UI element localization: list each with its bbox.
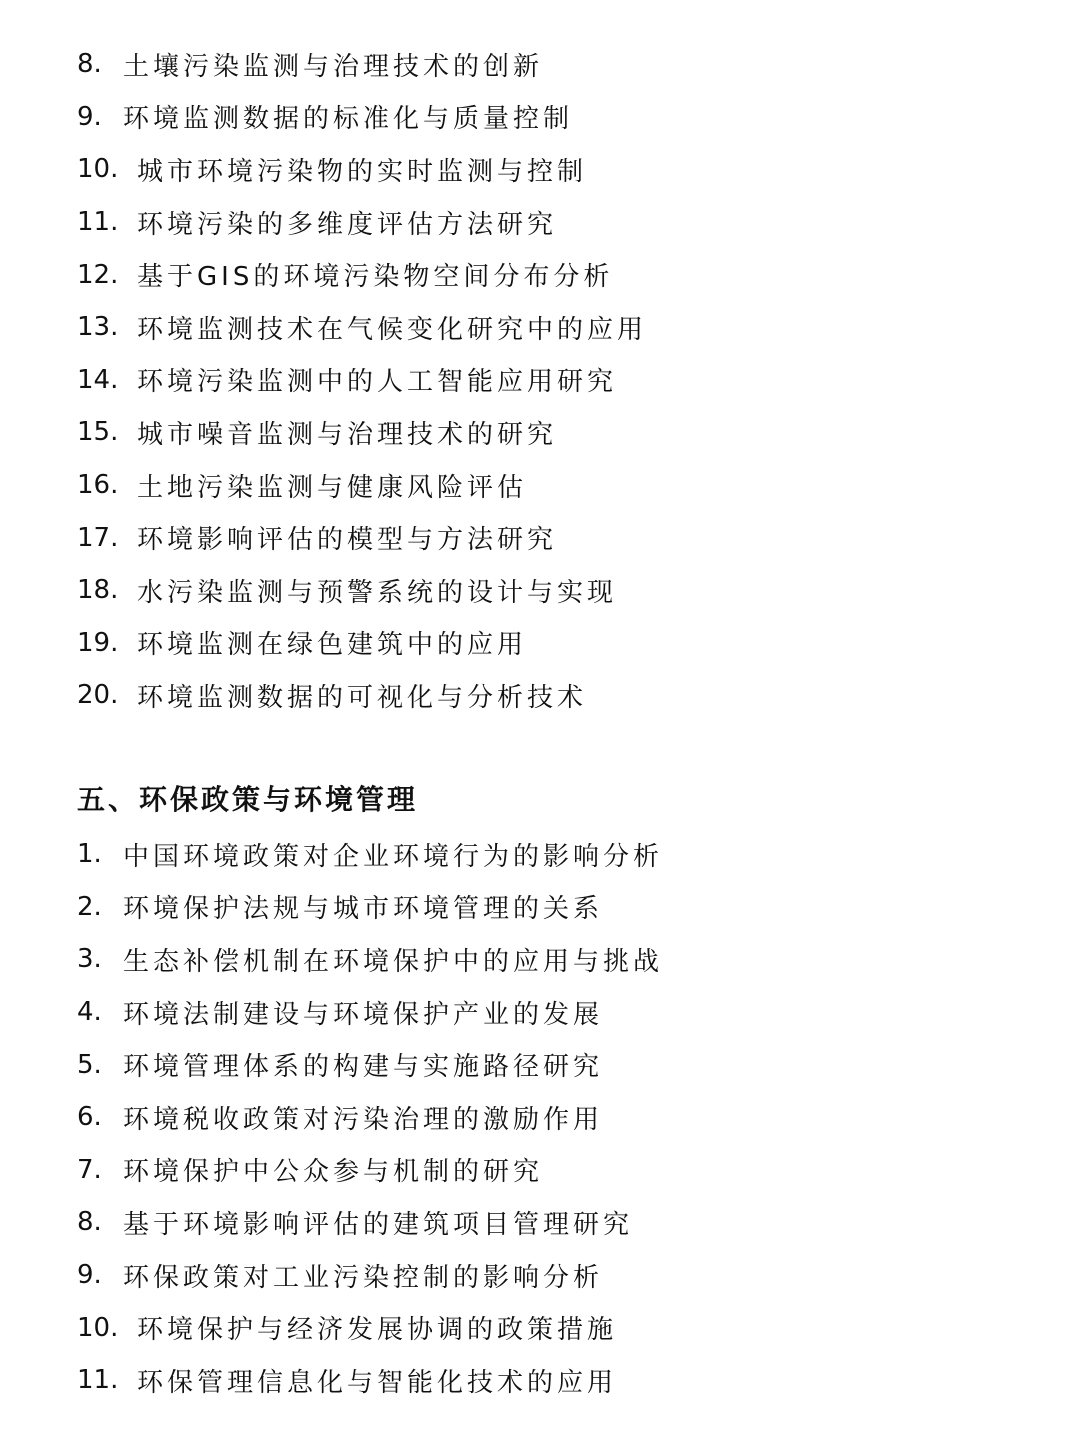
list-item [77, 1196, 663, 1249]
item-number: 3. [77, 944, 102, 975]
item-number: 9. [77, 1260, 102, 1291]
item-text: 中国环境政策对企业环境行为的影响分析 [123, 841, 664, 872]
list-item [77, 1249, 663, 1302]
item-text: 环境污染监测中的人工智能应用研究 [137, 367, 618, 398]
item-number: 11. [77, 207, 119, 238]
list-item [77, 354, 647, 407]
item-number: 13. [77, 312, 119, 343]
item-number: 4. [77, 997, 102, 1028]
item-text: 环境保护与经济发展协调的政策措施 [137, 1315, 618, 1346]
item-text: 环境法制建设与环境保护产业的发展 [123, 999, 604, 1030]
item-number: 8. [77, 49, 102, 80]
item-number: 12. [77, 259, 119, 290]
item-number: 17. [77, 522, 119, 553]
list-item [77, 1354, 663, 1407]
item-number: 20. [77, 680, 119, 711]
topic-list-section-5 [77, 828, 663, 1407]
item-text: 土地污染监测与健康风险评估 [137, 472, 528, 503]
list-item [77, 1038, 663, 1091]
item-number: 2. [77, 891, 102, 922]
item-number: 8. [77, 1207, 102, 1238]
section-heading: 五、环保政策与环境管理 [77, 783, 419, 816]
list-item [77, 1301, 663, 1354]
item-text: 环保管理信息化与智能化技术的应用 [137, 1367, 618, 1398]
list-item [77, 91, 647, 144]
list-item [77, 1091, 663, 1144]
list-item [77, 986, 663, 1039]
list-item [77, 196, 647, 249]
item-number: 5. [77, 1049, 102, 1080]
item-text: 环保政策对工业污染控制的影响分析 [123, 1262, 604, 1293]
item-text: 环境监测数据的标准化与质量控制 [123, 104, 574, 135]
list-item [77, 1144, 663, 1197]
list-item [77, 143, 647, 196]
item-text: 环境保护法规与城市环境管理的关系 [123, 894, 604, 925]
item-text: 环境监测技术在气候变化研究中的应用 [137, 314, 648, 345]
item-number: 6. [77, 1102, 102, 1133]
item-text: 城市环境污染物的实时监测与控制 [137, 156, 588, 187]
item-number: 18. [77, 575, 119, 606]
item-text: 城市噪音监测与治理技术的研究 [137, 419, 558, 450]
item-number: 10. [77, 1312, 119, 1343]
item-text: 环境监测在绿色建筑中的应用 [137, 630, 528, 661]
item-text: 环境保护中公众参与机制的研究 [123, 1157, 544, 1188]
item-text: 环境税收政策对污染治理的激励作用 [123, 1104, 604, 1135]
list-item [77, 881, 663, 934]
item-number: 7. [77, 1154, 102, 1185]
list-item [77, 669, 647, 722]
item-text: 土壤污染监测与治理技术的创新 [123, 51, 544, 82]
item-text: 基于GIS的环境污染物空间分布分析 [137, 262, 614, 293]
item-text: 基于环境影响评估的建筑项目管理研究 [123, 1209, 634, 1240]
item-text: 环境管理体系的构建与实施路径研究 [123, 1052, 604, 1083]
item-text: 水污染监测与预警系统的设计与实现 [137, 577, 618, 608]
list-item [77, 511, 647, 564]
list-item [77, 301, 647, 354]
list-item [77, 617, 647, 670]
list-item [77, 828, 663, 881]
list-item [77, 38, 647, 91]
list-item [77, 933, 663, 986]
item-number: 16. [77, 470, 119, 501]
item-number: 15. [77, 417, 119, 448]
item-text: 生态补偿机制在环境保护中的应用与挑战 [123, 946, 664, 977]
item-text: 环境影响评估的模型与方法研究 [137, 525, 558, 556]
item-number: 14. [77, 364, 119, 395]
item-number: 1. [77, 839, 102, 870]
item-number: 19. [77, 627, 119, 658]
item-number: 10. [77, 154, 119, 185]
list-item [77, 459, 647, 512]
item-text: 环境污染的多维度评估方法研究 [137, 209, 558, 240]
list-item [77, 564, 647, 617]
list-item [77, 248, 647, 301]
item-text: 环境监测数据的可视化与分析技术 [137, 682, 588, 713]
item-number: 9. [77, 101, 102, 132]
item-number: 11. [77, 1365, 119, 1396]
list-item [77, 406, 647, 459]
topic-list-continued [77, 38, 647, 722]
